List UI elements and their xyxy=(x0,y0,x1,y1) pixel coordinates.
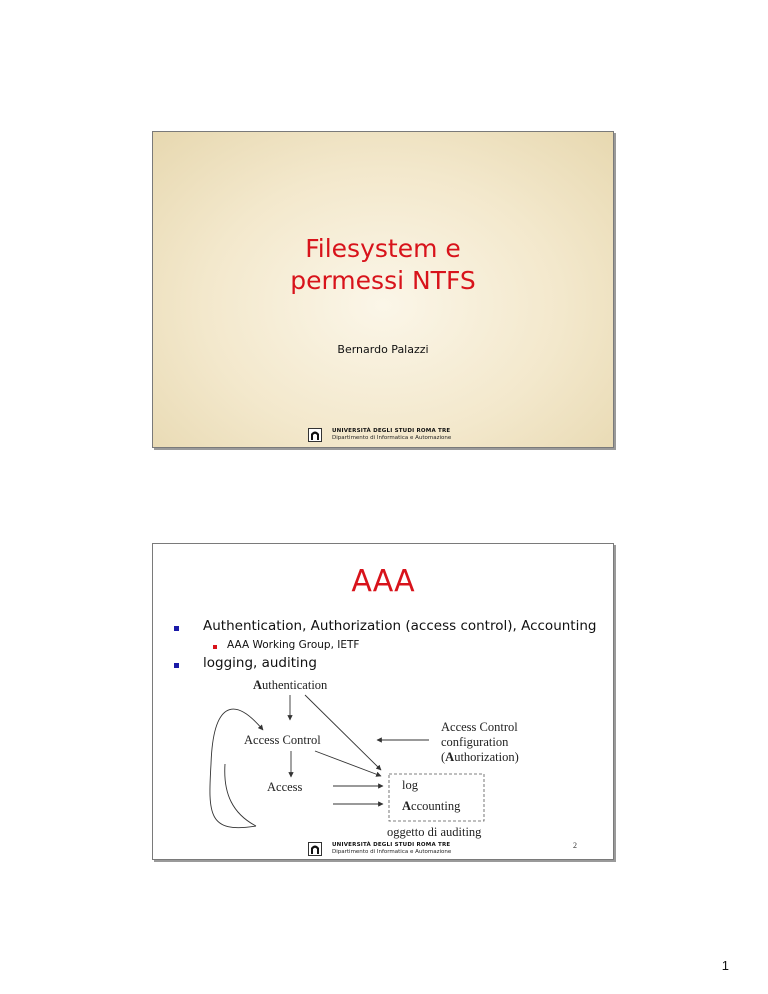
audit-object-label: oggetto di auditing xyxy=(387,825,482,839)
authentication-label: Authentication xyxy=(253,678,328,692)
aaa-diagram xyxy=(153,544,613,859)
department-name: Dipartimento di Informatica e Automazione xyxy=(332,849,452,855)
arrow-access-control-to-log xyxy=(315,751,381,776)
config-label-line-1: Access Control xyxy=(441,720,518,734)
university-logo-icon xyxy=(308,428,322,442)
bullet-logging: logging, auditing xyxy=(203,655,317,671)
log-label: log xyxy=(402,778,418,792)
university-footer xyxy=(308,428,508,444)
access-control-label: Access Control xyxy=(244,733,321,747)
university-name: UNIVERSITÀ DEGLI STUDI ROMA TRE xyxy=(332,428,451,434)
aaa-slide xyxy=(152,543,614,860)
accounting-label: Accounting xyxy=(402,799,461,813)
university-name: UNIVERSITÀ DEGLI STUDI ROMA TRE xyxy=(332,842,451,848)
slide-title: AAA xyxy=(351,564,415,599)
university-footer xyxy=(308,842,508,858)
slide-number: 2 xyxy=(573,841,577,850)
bullet-aaa: Authentication, Authorization (access control), Accounting xyxy=(203,618,597,634)
author-name: Bernardo Palazzi xyxy=(337,343,429,356)
loop-arrow-inner xyxy=(225,764,256,826)
slide-title-line-2: permessi NTFS xyxy=(290,266,476,295)
university-logo-icon xyxy=(308,842,322,856)
department-name: Dipartimento di Informatica e Automazione xyxy=(332,435,452,441)
slide-title-line-1: Filesystem e xyxy=(305,234,461,263)
title-slide xyxy=(152,131,614,448)
access-label: Access xyxy=(267,780,303,794)
config-label-line-3: (Authorization) xyxy=(441,750,519,764)
page-number: 1 xyxy=(721,958,729,973)
config-label-line-2: configuration xyxy=(441,735,509,749)
sub-bullet-aaa-wg: AAA Working Group, IETF xyxy=(227,639,360,651)
